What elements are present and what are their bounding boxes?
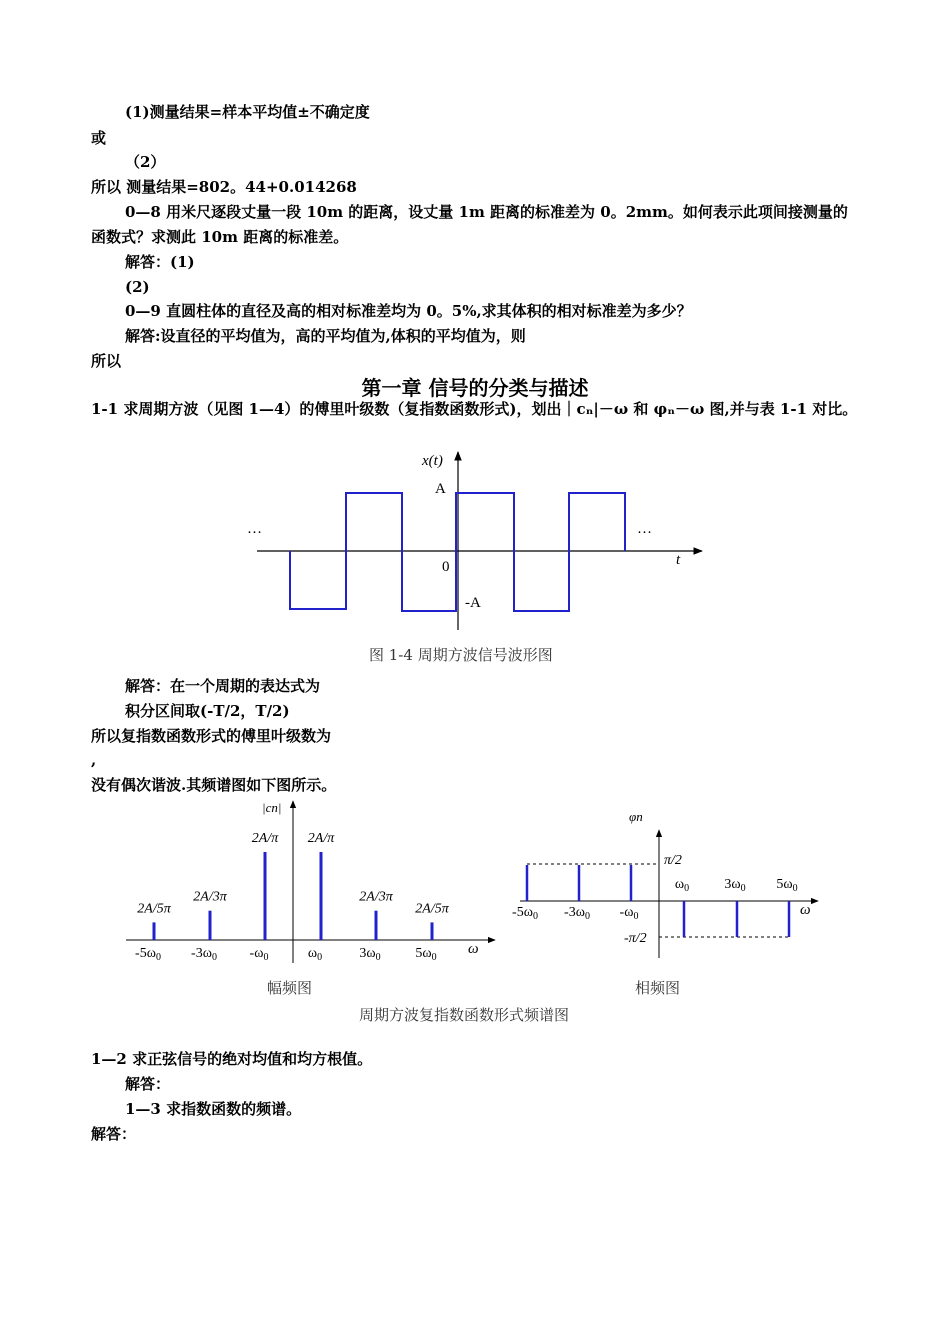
amp-tick-label: $5\omega_0$ — [415, 946, 437, 963]
answer-0-8-1: 解答：(1) — [125, 253, 195, 271]
problem-1-2: 1—2 求正弦信号的绝对均值和均方根值。 — [91, 1050, 373, 1068]
amp-bar-label: 2A/3π — [359, 889, 393, 905]
phase-tick-label: $\omega_0$ — [674, 877, 690, 894]
problem-0-9: 0—9 直圆柱体的直径及高的相对标准差均为 0。5%,求其体积的相对标准差为多少？ — [125, 302, 692, 320]
amp-tick-label: $-\omega_0$ — [249, 946, 269, 963]
amp-y-label: |cn| — [262, 800, 282, 815]
text-or: 或 — [91, 129, 107, 147]
level-neg-label: -A — [465, 595, 481, 611]
problem-1-3: 1—3 求指数函数的频谱。 — [125, 1100, 302, 1118]
x-axis-label: t — [676, 552, 681, 568]
y-axis-label: x(t) — [422, 453, 443, 469]
answer-1-1: 解答：在一个周期的表达式为 — [125, 677, 321, 695]
amp-tick-label: $\omega_0$ — [307, 946, 323, 963]
amp-bar-label: 2A/π — [251, 831, 279, 846]
amp-bar-label: 2A/5π — [137, 901, 171, 917]
answer-1-2: 解答： — [125, 1075, 171, 1093]
phase-tick-label: $-5\omega_0$ — [512, 905, 538, 922]
phase-tick-label: $-3\omega_0$ — [564, 905, 590, 922]
level-pos-label: A — [435, 481, 446, 497]
answer-0-9: 解答:设直径的平均值为，高的平均值为,体积的平均值为，则 — [125, 327, 526, 345]
phase-tick-pos: π/2 — [664, 853, 682, 868]
phase-tick-neg: -π/2 — [624, 931, 647, 946]
origin-label: 0 — [442, 559, 450, 575]
measure-result-line: (1)测量结果=样本平均值±不确定度 — [125, 103, 370, 121]
amp-tick-label: $3\omega_0$ — [359, 946, 381, 963]
phase-x-label: ω — [800, 902, 811, 918]
amplitude-spectrum-caption: 幅频图 — [267, 979, 313, 997]
integral-interval: 积分区间取(-T/2，T/2) — [125, 702, 290, 720]
chapter-title: 第一章 信号的分类与描述 — [361, 376, 589, 400]
phase-y-label: φn — [629, 809, 643, 824]
ellipsis-left: … — [247, 521, 262, 537]
measure-result-value: 所以 测量结果=802。44+0.014268 — [91, 178, 357, 196]
comma-line: , — [91, 751, 97, 769]
ellipsis-right: … — [637, 521, 652, 537]
problem-1-1: 1-1 求周期方波（见图 1—4）的傅里叶级数（复指数函数形式)，划出｜cₙ|－ω 和 φₙ－ω 图,并与表 1-1 对比。 — [91, 400, 858, 418]
text-item-2: （2） — [125, 153, 166, 171]
answer-0-8-2: (2) — [125, 278, 150, 296]
square-wave-figure — [0, 440, 950, 640]
amp-bar-label: 2A/5π — [415, 901, 449, 917]
phase-tick-label: $3\omega_0$ — [724, 877, 746, 894]
phase-tick-label: $-\omega_0$ — [619, 905, 639, 922]
spectrum-figure-caption: 周期方波复指数函数形式频谱图 — [359, 1006, 570, 1024]
answer-1-3: 解答： — [91, 1125, 137, 1143]
amp-tick-label: $-5\omega_0$ — [135, 946, 161, 963]
fourier-series-text: 所以复指数函数形式的傅里叶级数为 — [91, 727, 332, 745]
phase-tick-label: $5\omega_0$ — [776, 877, 798, 894]
amp-tick-label: $-3\omega_0$ — [191, 946, 217, 963]
phase-spectrum-caption: 相频图 — [635, 979, 681, 997]
figure-1-4-caption: 图 1-4 周期方波信号波形图 — [369, 646, 553, 664]
no-even-harmonics: 没有偶次谐波.其频谱图如下图所示。 — [91, 776, 337, 794]
phase-spectrum-chart — [500, 800, 830, 970]
text-therefore: 所以 — [91, 352, 122, 370]
amp-bar-label: 2A/π — [307, 831, 335, 846]
amp-x-label: ω — [468, 941, 479, 957]
amplitude-spectrum-chart — [0, 795, 520, 975]
amp-bar-label: 2A/3π — [193, 889, 227, 905]
problem-0-8: 0—8 用米尺逐段丈量一段 10m 的距离，设丈量 1m 距离的标准差为 0。2mm。如何表示此项间接测量的函数式？求测此 10m 距离的标准差。 — [91, 203, 848, 246]
